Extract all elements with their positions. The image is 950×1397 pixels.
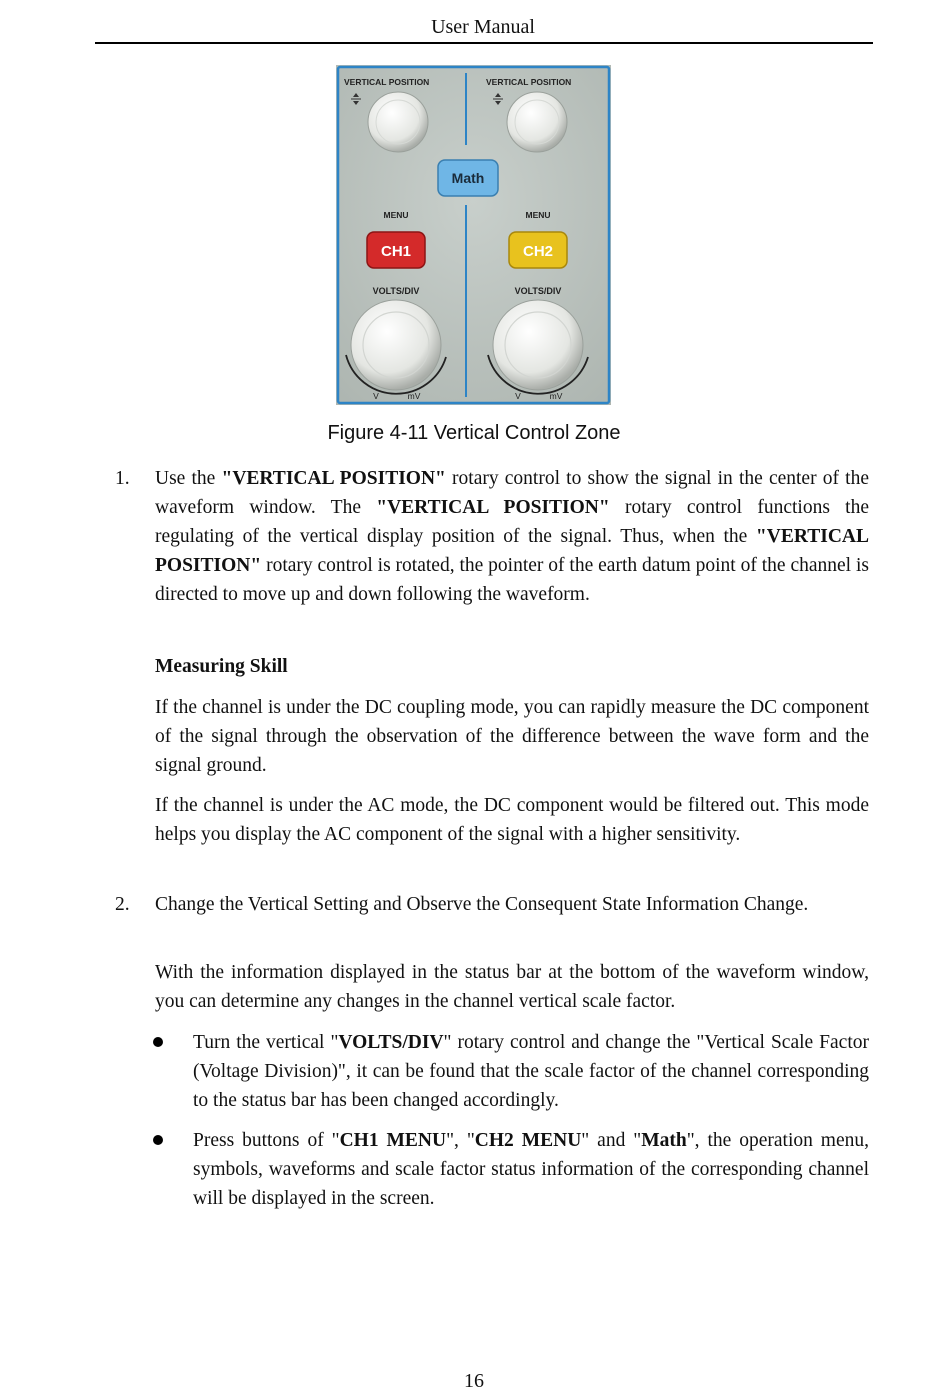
page-header: User Manual: [431, 16, 535, 38]
bullet-2: [153, 1135, 163, 1145]
item2-heading-paragraph: Change the Vertical Setting and Observe the Consequent State Information Change.: [155, 894, 809, 915]
item-number-1: 1.: [115, 468, 130, 489]
vpos-label-right: VERTICAL POSITION: [486, 77, 572, 87]
bullet-paragraph-2: Press buttons of "CH1 MENU", "CH2 MENU" and "Math", the operation menu, symbols, waveforms and scale factor status information of the corresponding channel will be displayed in the screen.: [193, 1130, 869, 1209]
mv-label-right: mV: [549, 391, 563, 401]
volts-div-label-left: VOLTS/DIV: [372, 286, 420, 296]
vertical-position-knob-left: [368, 92, 428, 152]
status-bar-paragraph: With the information displayed in the status bar at the bottom of the waveform window, you can determine any changes in the channel vertical scale factor.: [155, 962, 869, 1012]
figure-caption: Figure 4-11 Vertical Control Zone: [327, 422, 621, 444]
ac-mode-paragraph: If the channel is under the AC mode, the DC component would be filtered out. This mode helps you display the AC component of the signal with a higher sensitivity.: [155, 795, 869, 845]
ch1-button-label: CH1: [380, 243, 412, 260]
menu-label-left: MENU: [383, 210, 409, 220]
item1-paragraph: Use the "VERTICAL POSITION" rotary control to show the signal in the center of the waveform window. The "VERTICAL POSITION" rotary control functions the regulating of the vertical display position of the signal. Thus, when the "VERTICAL POSITION" rotary control is rotated, the pointer of the earth datum point of the channel is directed to move up and down following the waveform.: [155, 468, 870, 605]
volts-div-knob-left: [351, 300, 441, 390]
ch2-button-label: CH2: [522, 243, 554, 260]
vertical-control-zone-figure: [336, 65, 611, 405]
math-button-label: Math: [451, 170, 485, 186]
page-number: 16: [464, 1370, 484, 1392]
bullet-1: [153, 1037, 163, 1047]
bullet-paragraph-1: Turn the vertical "VOLTS/DIV" rotary control and change the "Vertical Scale Factor (Voltage Division)", it can be found that the scale factor of the channel corresponding to the status bar has been changed accordingly.: [193, 1032, 869, 1111]
vertical-position-knob-right: [507, 92, 567, 152]
mv-label-left: mV: [407, 391, 421, 401]
volts-div-knob-right: [493, 300, 583, 390]
measuring-skill-heading: Measuring Skill: [155, 656, 288, 677]
v-label-left: V: [373, 391, 379, 401]
item-number-2: 2.: [115, 894, 130, 915]
header-rule: [95, 42, 873, 44]
vpos-label-left: VERTICAL POSITION: [344, 77, 430, 87]
dc-coupling-paragraph: If the channel is under the DC coupling mode, you can rapidly measure the DC component of the signal through the observation of the difference between the wave form and the signal ground.: [155, 697, 869, 776]
v-label-right: V: [515, 391, 521, 401]
menu-label-right: MENU: [525, 210, 551, 220]
volts-div-label-right: VOLTS/DIV: [514, 286, 562, 296]
